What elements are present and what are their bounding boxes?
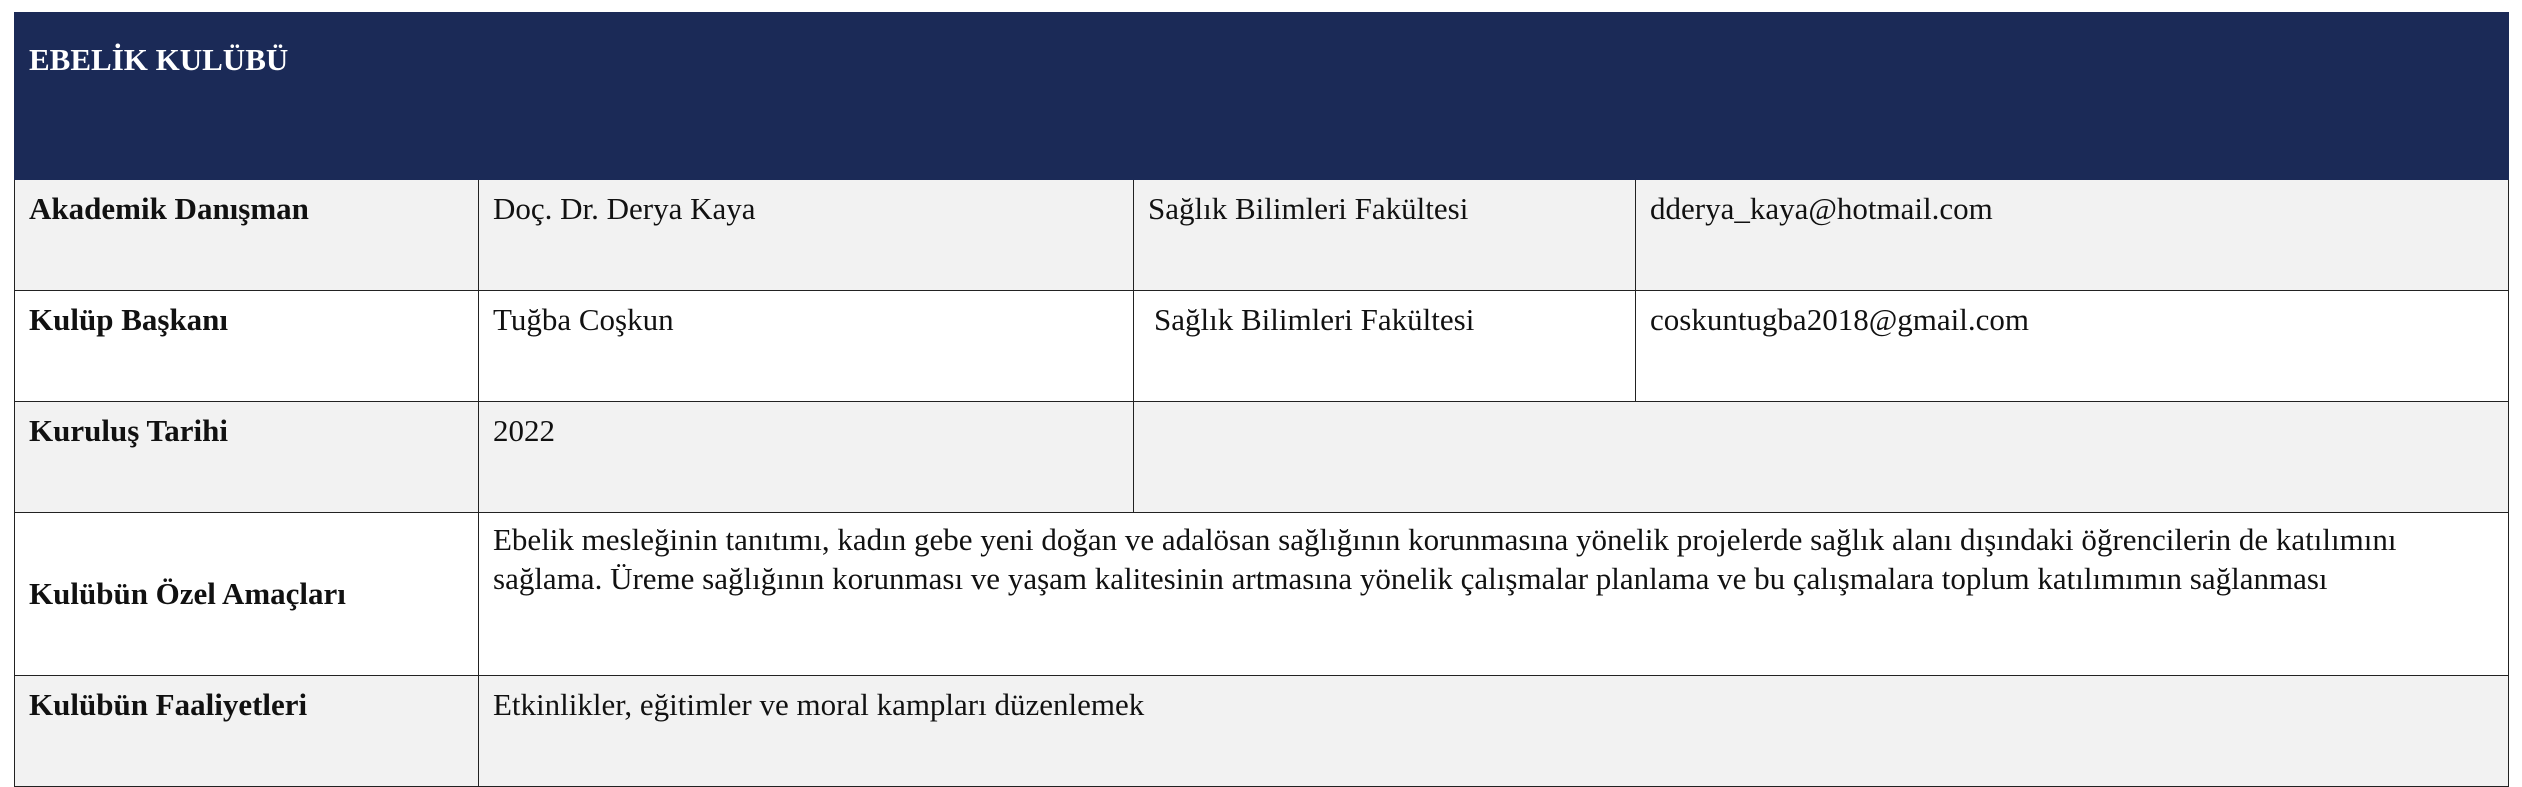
founded-row xyxy=(15,402,2509,513)
activities-row xyxy=(15,676,2509,787)
club-title: EBELİK KULÜBÜ xyxy=(15,13,2509,180)
founded-value: 2022 xyxy=(479,402,1134,513)
advisor-email: dderya_kaya@hotmail.com xyxy=(1636,180,2509,291)
aims-row xyxy=(15,513,2509,676)
president-name: Tuğba Coşkun xyxy=(479,291,1134,402)
advisor-row xyxy=(15,180,2509,291)
founded-label: Kuruluş Tarihi xyxy=(15,402,479,513)
president-row xyxy=(15,291,2509,402)
aims-label: Kulübün Özel Amaçları xyxy=(15,513,479,676)
aims-text: Ebelik mesleğinin tanıtımı, kadın gebe yeni doğan ve adalösan sağlığının korunmasına yönelik projelerde sağlık alanı dışındaki öğrencilerin de katılımını sağlama. Üreme sağlığının korunması ve yaşam kalitesinin artmasına yönelik çalışmalar planlama ve bu çalışmalara toplum katılımımın sağlanması xyxy=(479,513,2509,676)
activities-text: Etkinlikler, eğitimler ve moral kampları düzenlemek xyxy=(479,676,2509,787)
founded-extra xyxy=(1134,402,2509,513)
activities-label: Kulübün Faaliyetleri xyxy=(15,676,479,787)
president-email: coskuntugba2018@gmail.com xyxy=(1636,291,2509,402)
club-info-table xyxy=(14,12,2509,787)
president-faculty: Sağlık Bilimleri Fakültesi xyxy=(1134,291,1636,402)
advisor-name: Doç. Dr. Derya Kaya xyxy=(479,180,1134,291)
title-row xyxy=(15,13,2509,180)
advisor-label: Akademik Danışman xyxy=(15,180,479,291)
president-label: Kulüp Başkanı xyxy=(15,291,479,402)
advisor-faculty: Sağlık Bilimleri Fakültesi xyxy=(1134,180,1636,291)
